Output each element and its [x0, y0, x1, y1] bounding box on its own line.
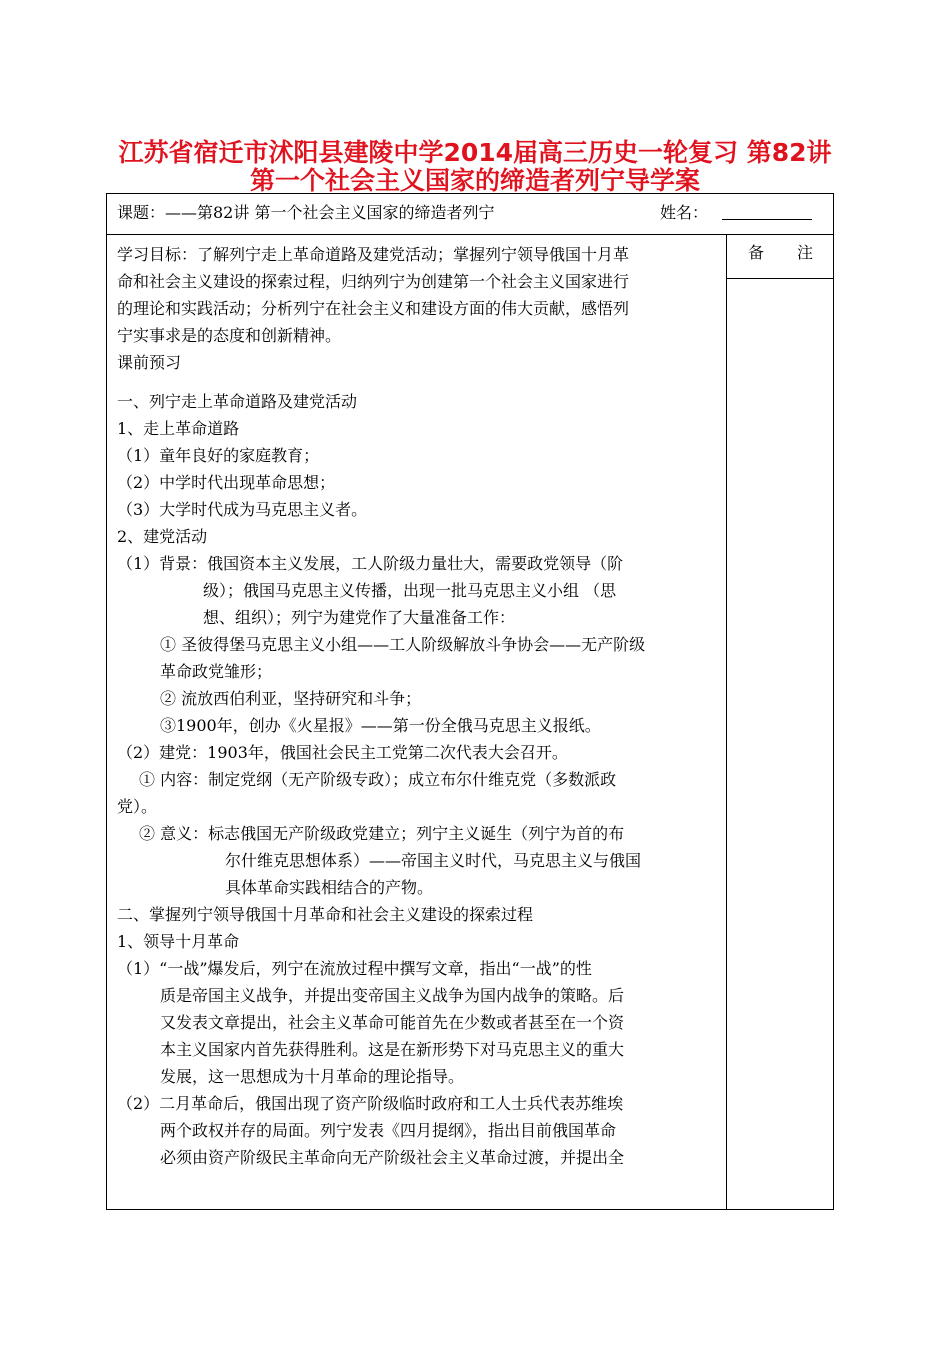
text-line: 本主义国家内首先获得胜利。这是在新形势下对马克思主义的重大	[160, 1040, 625, 1059]
text-line: （2）中学时代出现革命思想；	[117, 473, 336, 492]
text-line: （3）大学时代成为马克思主义者。	[117, 500, 368, 519]
text-line: 学习目标：了解列宁走上革命道路及建党活动；掌握列宁领导俄国十月革	[117, 245, 630, 264]
text-line: 宁实事求是的态度和创新精神。	[117, 326, 342, 345]
text-line: ③1900年，创办《火星报》——第一份全俄马克思主义报纸。	[160, 716, 601, 735]
notes-header-divider	[727, 278, 834, 279]
text-line: 的理论和实践活动；分析列宁在社会主义和建设方面的伟大贡献，感悟列	[117, 299, 630, 318]
text-line: 课前预习	[117, 353, 182, 372]
text-line: 两个政权并存的局面。列宁发表《四月提纲》，指出目前俄国革命	[160, 1121, 617, 1140]
text-line: 又发表文章提出，社会主义革命可能首先在少数或者甚至在一个资	[160, 1013, 625, 1032]
text-line: 2、建党活动	[117, 527, 208, 546]
text-line: 质是帝国主义战争，并提出变帝国主义战争为国内战争的策略。后	[160, 986, 625, 1005]
text-line: 想、组织）；列宁为建党作了大量准备工作：	[203, 608, 516, 627]
text-line: ② 意义：标志俄国无产阶级政党建立；列宁主义诞生（列宁为首的布	[139, 824, 625, 843]
topic-label: 课题：——第82讲 第一个社会主义国家的缔造者列宁	[117, 203, 495, 222]
worksheet-table	[106, 193, 834, 1210]
column-divider	[726, 234, 727, 1210]
text-line: （1）童年良好的家庭教育；	[117, 446, 320, 465]
notes-column-label: 备 注	[747, 243, 828, 262]
text-line: （2）二月革命后，俄国出现了资产阶级临时政府和工人士兵代表苏维埃	[117, 1094, 624, 1113]
header-row	[107, 194, 833, 235]
text-line: 命和社会主义建设的探索过程，归纳列宁为创建第一个社会主义国家进行	[117, 272, 630, 291]
text-line: ① 圣彼得堡马克思主义小组——工人阶级解放斗争协会——无产阶级	[160, 635, 646, 654]
text-line: 必须由资产阶级民主革命向无产阶级社会主义革命过渡，并提出全	[160, 1148, 625, 1167]
text-line: 1、领导十月革命	[117, 932, 240, 951]
text-line: 1、走上革命道路	[117, 419, 240, 438]
text-line: 级）；俄国马克思主义传播，出现一批马克思主义小组 （思	[203, 581, 617, 600]
spacer	[117, 376, 719, 388]
text-line: （1）背景：俄国资本主义发展，工人阶级力量壮大，需要政党领导（阶	[117, 554, 624, 573]
text-line: （2）建党：1903年，俄国社会民主工党第二次代表大会召开。	[117, 743, 568, 762]
text-line: 二、掌握列宁领导俄国十月革命和社会主义建设的探索过程	[117, 905, 534, 924]
name-label: 姓名：	[660, 203, 709, 222]
document-title-line-2: 第一个社会主义国家的缔造者列宁导学案	[249, 166, 700, 195]
text-line: ② 流放西伯利亚，坚持研究和斗争；	[160, 689, 422, 708]
content-cell	[117, 241, 719, 1171]
text-line: 尔什维克思想体系）——帝国主义时代，马克思主义与俄国	[225, 851, 642, 870]
text-line: 党）。	[117, 797, 158, 816]
text-line: 革命政党雏形；	[160, 662, 273, 681]
name-blank-line[interactable]	[722, 219, 812, 220]
text-line: ① 内容：制定党纲（无产阶级专政）；成立布尔什维克党（多数派政	[139, 770, 617, 789]
text-line: 一、列宁走上革命道路及建党活动	[117, 392, 358, 411]
document-title-line-1: 江苏省宿迁市沭阳县建陵中学2014届高三历史一轮复习 第82讲	[118, 138, 832, 167]
text-line: （1）“一战”爆发后，列宁在流放过程中撰写文章，指出“一战”的性	[117, 959, 592, 978]
text-line: 发展，这一思想成为十月革命的理论指导。	[160, 1067, 465, 1086]
text-line: 具体革命实践相结合的产物。	[225, 878, 434, 897]
